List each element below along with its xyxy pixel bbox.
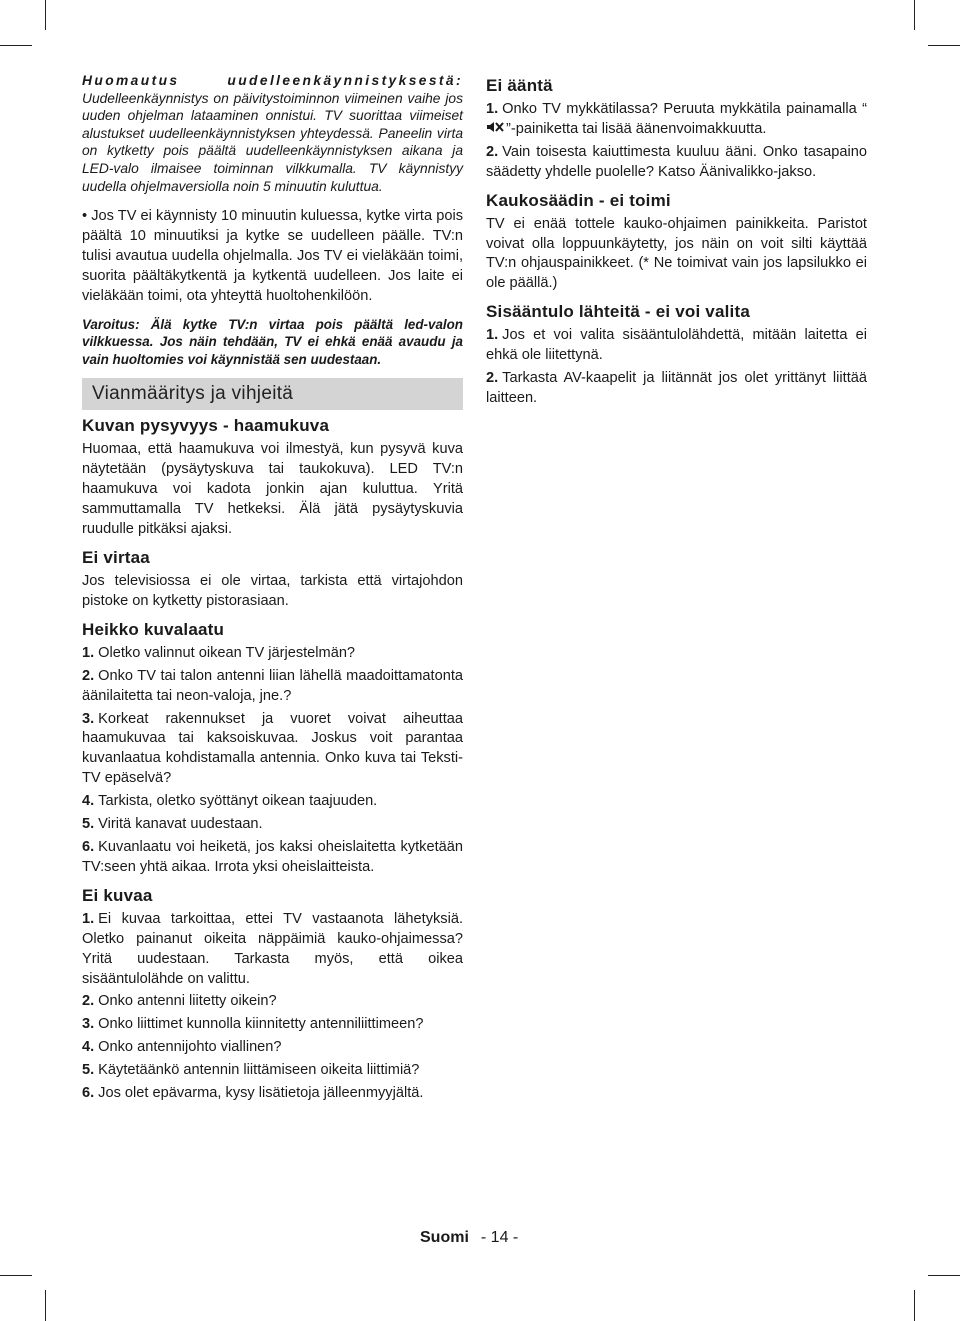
list-item: 6. Kuvanlaatu voi heiketä, jos kaksi oheislaitetta kytketään TV:seen yhtä aikaa. Irrota yksi oheislaitteista. bbox=[82, 838, 463, 875]
crop-mark bbox=[914, 1290, 915, 1321]
list-item: 6. Jos olet epävarma, kysy lisätietoja jälleenmyyjältä. bbox=[82, 1085, 424, 1102]
list-item: 4. Onko antennijohto viallinen? bbox=[82, 1039, 282, 1056]
section-title: Vianmääritys ja vihjeitä bbox=[92, 383, 294, 405]
no-power-title: Ei virtaa bbox=[82, 548, 150, 567]
list-item: 1. Oletko valinnut oikean TV järjestelmän? bbox=[82, 644, 356, 661]
list-item: 3. Onko liittimet kunnolla kiinnitetty antenniliittimeen? bbox=[82, 1016, 424, 1033]
no-picture-list bbox=[82, 910, 463, 1104]
page-number: - 14 - bbox=[480, 1229, 519, 1246]
remote-body: TV ei enää tottele kauko-ohjaimen painikkeita. Paristot voivat olla loppuunkäytetty, jos näin on voit silti käyttää TV:n ohjauspainikkeet. (* Ne toimivat vain jos lapsilukko ei ole päällä.) bbox=[486, 215, 867, 292]
list-item: 1. Onko TV mykkätilassa? Peruuta mykkätila painamalla “”-painiketta tai lisää äänenvoimakkuutta. bbox=[486, 101, 867, 137]
list-item: 3. Korkeat rakennukset ja vuoret voivat aiheuttaa haamukuvaa tai kaksoiskuvaa. Joskus voit parantaa kuvanlaatua kohdistamalla antennia. Onko kuva tai Teksti-TV epäselvä? bbox=[82, 710, 463, 787]
left-column bbox=[82, 72, 463, 1107]
no-power-body: Jos televisiossa ei ole virtaa, tarkista että virtajohdon pistoke on kytketty pistorasiaan. bbox=[82, 573, 463, 609]
list-item: 2. Vain toisesta kaiuttimesta kuuluu ääni. Onko tasapaino säädetty yhdelle puolelle? Katso Äänivalikko-jakso. bbox=[486, 143, 867, 180]
list-item: 2. Tarkasta AV-kaapelit ja liitännät jos olet yrittänyt liittää laitteen. bbox=[486, 370, 867, 406]
poor-picture-list bbox=[82, 644, 463, 878]
list-item: 1. Ei kuvaa tarkoittaa, ettei TV vastaanota lähetyksiä. Oletko painanut oikeita näppäimiä kauko-ohjaimessa? Yritä uudestaan. Tarkasta myös, että oikea sisääntulolähde on valittu. bbox=[82, 910, 463, 987]
crop-mark bbox=[0, 1275, 32, 1276]
poor-picture-title: Heikko kuvalaatu bbox=[82, 619, 225, 639]
crop-mark bbox=[45, 0, 46, 30]
note-body: Uudelleenkäynnistys on päivitystoiminnon viimeinen vaihe jos uuden ohjelman lataaminen onnistui. TV suorittaa viimeiset alustukset uudelleenkäynnistyksen yhteydessä. Paneelin virta on kytketty pois päältä uudelleenkäynnistyksen aikana ja LED-valo ilmaisee toiminnan vilkkumalla. TV käynnistyy uudella ohjelmaversiolla noin 5 minuutin kuluttua. bbox=[82, 90, 463, 194]
sources-title: Sisääntulo lähteitä - ei voi valita bbox=[486, 302, 750, 322]
note-title: Huomautus uudelleenkäynnistyksestä: bbox=[82, 73, 463, 88]
restart-bullet: • Jos TV ei käynnisty 10 minuutin kuluessa, kytke virta pois päältä 10 minuutiksi ja kytke se uudelleen päälle. TV:n tulisi avautua uudella ohjelmalla. Jos TV ei vieläkään toimi, suorita päältäkytkentä ja kytkentä uudelleen. Jos laite ei vieläkään toimi, ota yhteyttä huoltohenkilöön. bbox=[82, 208, 463, 304]
remote-title: Kaukosäädin - ei toimi bbox=[486, 190, 671, 210]
list-item: 4. Tarkista, oletko syöttänyt oikean taajuuden. bbox=[82, 793, 378, 810]
crop-mark bbox=[928, 1275, 960, 1276]
crop-mark bbox=[45, 1290, 46, 1321]
crop-mark bbox=[914, 0, 915, 30]
crop-mark bbox=[928, 45, 960, 46]
restart-note bbox=[82, 72, 463, 195]
list-item: 2. Onko antenni liitetty oikein? bbox=[82, 993, 277, 1010]
crop-mark bbox=[0, 45, 32, 46]
list-item: 5. Viritä kanavat uudestaan. bbox=[82, 816, 263, 833]
warning-text: Varoitus: Älä kytke TV:n virtaa pois päältä led-valon vilkkuessa. Jos näin tehdään, TV ei ehkä enää avaudu ja vain huoltomies voi käynnistää sen uudestaan. bbox=[82, 316, 463, 367]
page-footer bbox=[420, 1229, 518, 1247]
footer-language: Suomi bbox=[420, 1229, 469, 1246]
list-item: 2. Onko TV tai talon antenni liian lähellä maadoittamatonta äänilaitetta tai neon-valoja, jne.? bbox=[82, 667, 463, 704]
list-item: 1. Jos et voi valita sisääntulolähdettä, mitään laitetta ei ehkä ole liitettynä. bbox=[486, 327, 867, 364]
section-header bbox=[82, 378, 463, 410]
right-column bbox=[486, 72, 867, 412]
list-item: 5. Käytetäänkö antennin liittämiseen oikeita liittimiä? bbox=[82, 1062, 420, 1079]
ghost-body: Huomaa, että haamukuva voi ilmestyä, kun pysyvä kuva näytetään (pysäytyskuva tai taukokuva). LED TV:n haamukuva voi kadota jonkin ajan kuluttua. Yritä sammuttamalla TV hetkeksi. Älä jätä pysäytyskuvia ruudulle pitkäksi ajaksi. bbox=[82, 441, 463, 538]
ghost-title: Kuvan pysyvyys - haamukuva bbox=[82, 416, 330, 436]
no-sound-title: Ei ääntä bbox=[486, 76, 553, 95]
no-picture-title: Ei kuvaa bbox=[82, 885, 153, 905]
mute-icon bbox=[486, 120, 506, 134]
